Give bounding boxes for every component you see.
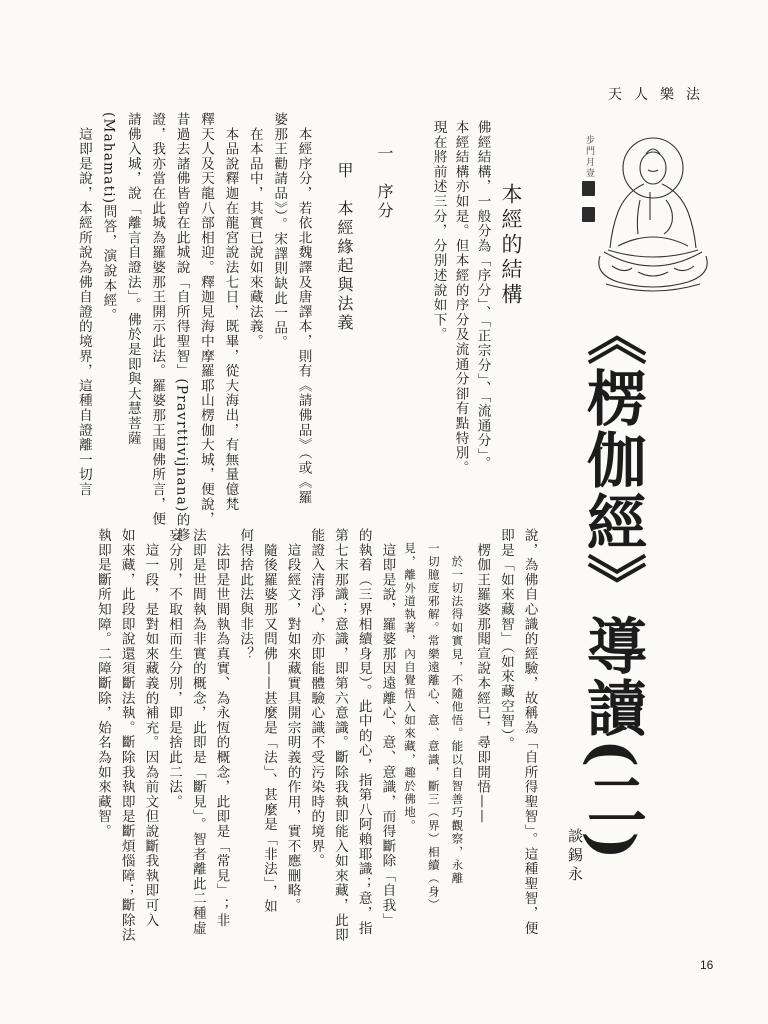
right-column-3: 於一切法得如實見，不隨他悟。能以自智善巧觀察，永離 [450, 542, 465, 886]
intro-column-0: 佛經結構，一般分為「序分」、「正宗分」、「流通分」。 [474, 120, 491, 471]
left-column-4: 釋天人及天龍八部相迎。釋迦見海中摩羅耶山楞伽大城，便說， [197, 112, 214, 527]
section-title: 本經的結構 [499, 183, 523, 308]
header-banner: 天人樂法 [608, 87, 712, 103]
right-column-6: 這即是說，羅婆那因遠離心、意、意識，而得斷除「自我」 [379, 528, 396, 928]
right-column-15: 妄分別，不取相而生分別，即是捨此二法。 [166, 528, 183, 810]
left-column-5: 昔過去諸佛皆曾在此城說「自所得聖智」(Pravrttivijnana)的修 [173, 112, 190, 543]
left-column-1: 婆那王勸請品》）。宋譯則缺此一品。 [271, 112, 288, 350]
right-column-14: 法即是世間執為非實的概念，此即是「斷見」。智者離此二種虛 [189, 528, 206, 936]
right-column-13: 法即是世間執為真實、為永恆的概念，此即是「常見」；非 [213, 528, 230, 928]
artist-signature: 步門月壹 [584, 135, 594, 179]
right-column-11: 隨後羅婆那又問佛——甚麼是「法」、甚麼是「非法」，如 [260, 528, 277, 914]
left-column-8: (Mahamati)問答，演說本經。 [100, 112, 117, 323]
intro-column-2: 現在將前述三分，分別述說如下。 [430, 120, 447, 342]
left-column-0: 本經序分，若依北魏譯及唐譯本，則有《請佛品》（或《羅 [295, 112, 312, 505]
page-number: 16 [700, 958, 714, 972]
right-column-5: 見，離外道執著，內自覺悟入如來藏，趣於佛地。 [403, 542, 418, 833]
right-column-17: 如來藏，此段即說還須斷法執。斷除我執即是斷煩惱障；斷除法 [118, 528, 135, 943]
author-name: 談錫永 [566, 828, 584, 885]
right-column-7: 的執着（三界相續身見）。此中的心，指第八阿賴耶識；意，指 [355, 528, 372, 936]
right-column-12: 何得捨此法與非法？ [237, 528, 254, 662]
right-column-10: 這段經文，對如來藏實具開宗明義的作用，實不應刪略。 [284, 528, 301, 913]
right-column-18: 執即是斷所知障。二障斷除，始名為如來藏智。 [94, 528, 111, 839]
right-column-9: 能證入清淨心，亦即能體驗心識不受污染時的境界。 [308, 528, 325, 869]
seated-buddha-illustration [578, 70, 728, 300]
right-column-1: 即是「如來藏智」（如來藏空智）。 [497, 528, 514, 752]
sub-heading: 甲 本經緣起與法義 [335, 162, 354, 333]
left-column-3: 本品說釋迦在龍宮說法七日，既畢，從大海出，有無量億梵 [222, 112, 239, 512]
left-column-6: 證，我亦當在此城為羅婆那王開示此法。羅婆那王聞佛所言，便 [149, 112, 166, 527]
article-title: 《楞伽經》導讀(二) [577, 305, 647, 862]
right-column-4: 一切臆度邪解。常樂遠離心、意、意識，斷三（界）相續（身） [426, 542, 441, 912]
right-column-2: 楞伽王羅婆那聞宣說本經已，尋即開悟—— [474, 528, 491, 824]
part-heading: 一 序分 [375, 145, 394, 221]
left-column-7: 請佛入城，說「離言自證法」。佛於是即與大慧菩薩 [124, 112, 141, 446]
right-column-16: 這一段，是對如來藏義的補充。因為前文但說斷我執即可入 [142, 528, 159, 928]
right-column-8: 第七末那識；意識，即第六意識。斷除我執即能入如來藏，此即 [331, 528, 348, 943]
left-column-9: 這即是說，本經所說為佛自證的境界，這種自證離一切言 [75, 112, 92, 497]
left-column-2: 在本品中，其實已說如來藏法義。 [246, 112, 263, 349]
intro-column-1: 本經結構亦如是。但本經的序分及流通分卻有點特別。 [452, 120, 469, 476]
right-column-0: 說，為佛自心識的經驗，故稱為「自所得聖智」。這種聖智，便 [521, 528, 538, 936]
